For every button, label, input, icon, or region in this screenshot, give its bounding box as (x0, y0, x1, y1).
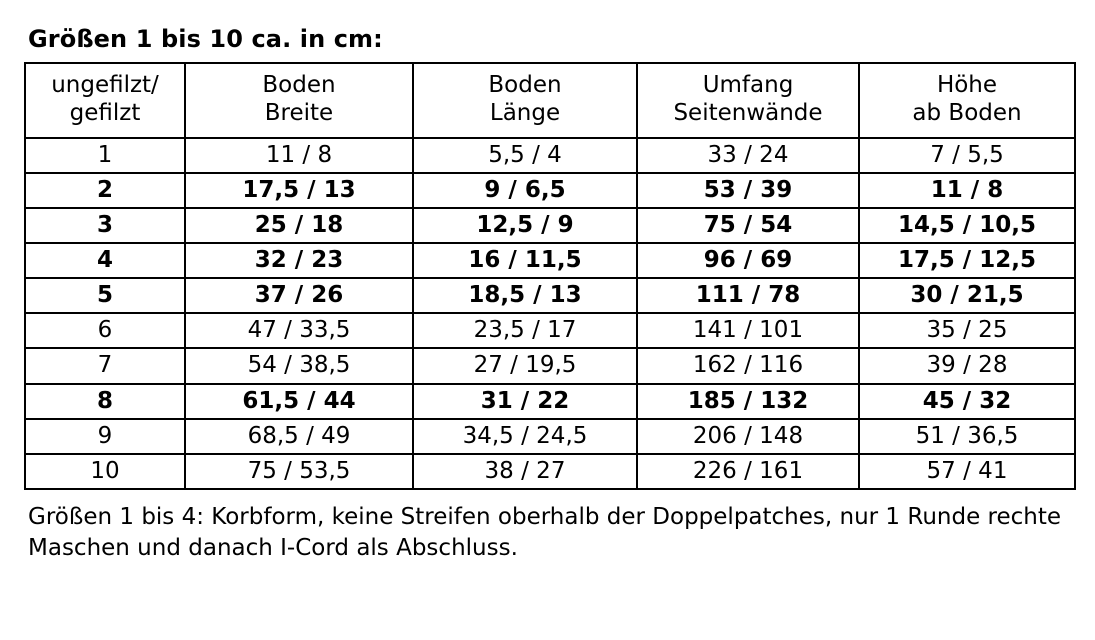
table-row (25, 173, 1075, 208)
cell-boden-laenge: 16 / 11,5 (413, 243, 637, 278)
cell-hoehe: 45 / 32 (859, 384, 1075, 419)
cell-umfang: 75 / 54 (637, 208, 859, 243)
cell-size: 5 (25, 278, 185, 313)
cell-boden-laenge: 12,5 / 9 (413, 208, 637, 243)
cell-hoehe: 39 / 28 (859, 348, 1075, 383)
table-row (25, 208, 1075, 243)
table-row (25, 278, 1075, 313)
cell-size: 7 (25, 348, 185, 383)
column-header-line2: Seitenwände (673, 99, 823, 126)
cell-boden-laenge: 5,5 / 4 (413, 138, 637, 173)
column-header-line1: Umfang (702, 72, 794, 99)
table-header-row (25, 63, 1075, 137)
cell-size: 6 (25, 313, 185, 348)
column-header-line2: Breite (264, 99, 334, 126)
cell-size: 3 (25, 208, 185, 243)
column-header-size (25, 63, 185, 137)
table-row (25, 454, 1075, 489)
cell-size: 4 (25, 243, 185, 278)
cell-size: 1 (25, 138, 185, 173)
cell-size: 2 (25, 173, 185, 208)
cell-umfang: 33 / 24 (637, 138, 859, 173)
cell-boden-breite: 11 / 8 (185, 138, 413, 173)
cell-umfang: 96 / 69 (637, 243, 859, 278)
cell-boden-breite: 25 / 18 (185, 208, 413, 243)
cell-hoehe: 35 / 25 (859, 313, 1075, 348)
cell-hoehe: 7 / 5,5 (859, 138, 1075, 173)
size-table (24, 62, 1076, 490)
cell-size: 8 (25, 384, 185, 419)
cell-hoehe: 17,5 / 12,5 (859, 243, 1075, 278)
cell-hoehe: 11 / 8 (859, 173, 1075, 208)
cell-umfang: 141 / 101 (637, 313, 859, 348)
cell-boden-breite: 47 / 33,5 (185, 313, 413, 348)
cell-umfang: 206 / 148 (637, 419, 859, 454)
cell-boden-laenge: 9 / 6,5 (413, 173, 637, 208)
cell-umfang: 53 / 39 (637, 173, 859, 208)
table-row (25, 348, 1075, 383)
cell-boden-breite: 75 / 53,5 (185, 454, 413, 489)
cell-boden-laenge: 27 / 19,5 (413, 348, 637, 383)
table-row (25, 313, 1075, 348)
table-row (25, 243, 1075, 278)
cell-size: 10 (25, 454, 185, 489)
cell-boden-laenge: 18,5 / 13 (413, 278, 637, 313)
column-header-line1: Höhe (936, 72, 998, 99)
cell-boden-breite: 61,5 / 44 (185, 384, 413, 419)
cell-boden-breite: 54 / 38,5 (185, 348, 413, 383)
cell-hoehe: 57 / 41 (859, 454, 1075, 489)
cell-boden-breite: 32 / 23 (185, 243, 413, 278)
cell-hoehe: 30 / 21,5 (859, 278, 1075, 313)
cell-boden-breite: 17,5 / 13 (185, 173, 413, 208)
column-header-boden-laenge (413, 63, 637, 137)
table-row (25, 138, 1075, 173)
column-header-line1: Boden (262, 72, 336, 99)
table-header (25, 63, 1075, 137)
cell-boden-laenge: 31 / 22 (413, 384, 637, 419)
column-header-line1: ungefilzt/ (51, 72, 159, 99)
cell-boden-laenge: 38 / 27 (413, 454, 637, 489)
column-header-umfang-seitenwaende (637, 63, 859, 137)
column-header-line2: gefilzt (69, 99, 141, 126)
cell-boden-laenge: 23,5 / 17 (413, 313, 637, 348)
column-header-line2: ab Boden (912, 99, 1022, 126)
cell-size: 9 (25, 419, 185, 454)
table-row (25, 384, 1075, 419)
column-header-line2: Länge (489, 99, 561, 126)
column-header-boden-breite (185, 63, 413, 137)
cell-hoehe: 14,5 / 10,5 (859, 208, 1075, 243)
cell-umfang: 111 / 78 (637, 278, 859, 313)
cell-boden-breite: 37 / 26 (185, 278, 413, 313)
cell-umfang: 162 / 116 (637, 348, 859, 383)
cell-boden-breite: 68,5 / 49 (185, 419, 413, 454)
column-header-hoehe-ab-boden (859, 63, 1075, 137)
cell-umfang: 185 / 132 (637, 384, 859, 419)
cell-umfang: 226 / 161 (637, 454, 859, 489)
cell-hoehe: 51 / 36,5 (859, 419, 1075, 454)
page-title: Größen 1 bis 10 ca. in cm: (28, 25, 383, 53)
footnote-text: Größen 1 bis 4: Korbform, keine Streifen oberhalb der Doppelpatches, nur 1 Runde rechte Maschen und danach I-Cord als Abschluss. (28, 503, 1062, 561)
column-header-line1: Boden (488, 72, 562, 99)
table-body (25, 138, 1075, 489)
cell-boden-laenge: 34,5 / 24,5 (413, 419, 637, 454)
table-row (25, 419, 1075, 454)
